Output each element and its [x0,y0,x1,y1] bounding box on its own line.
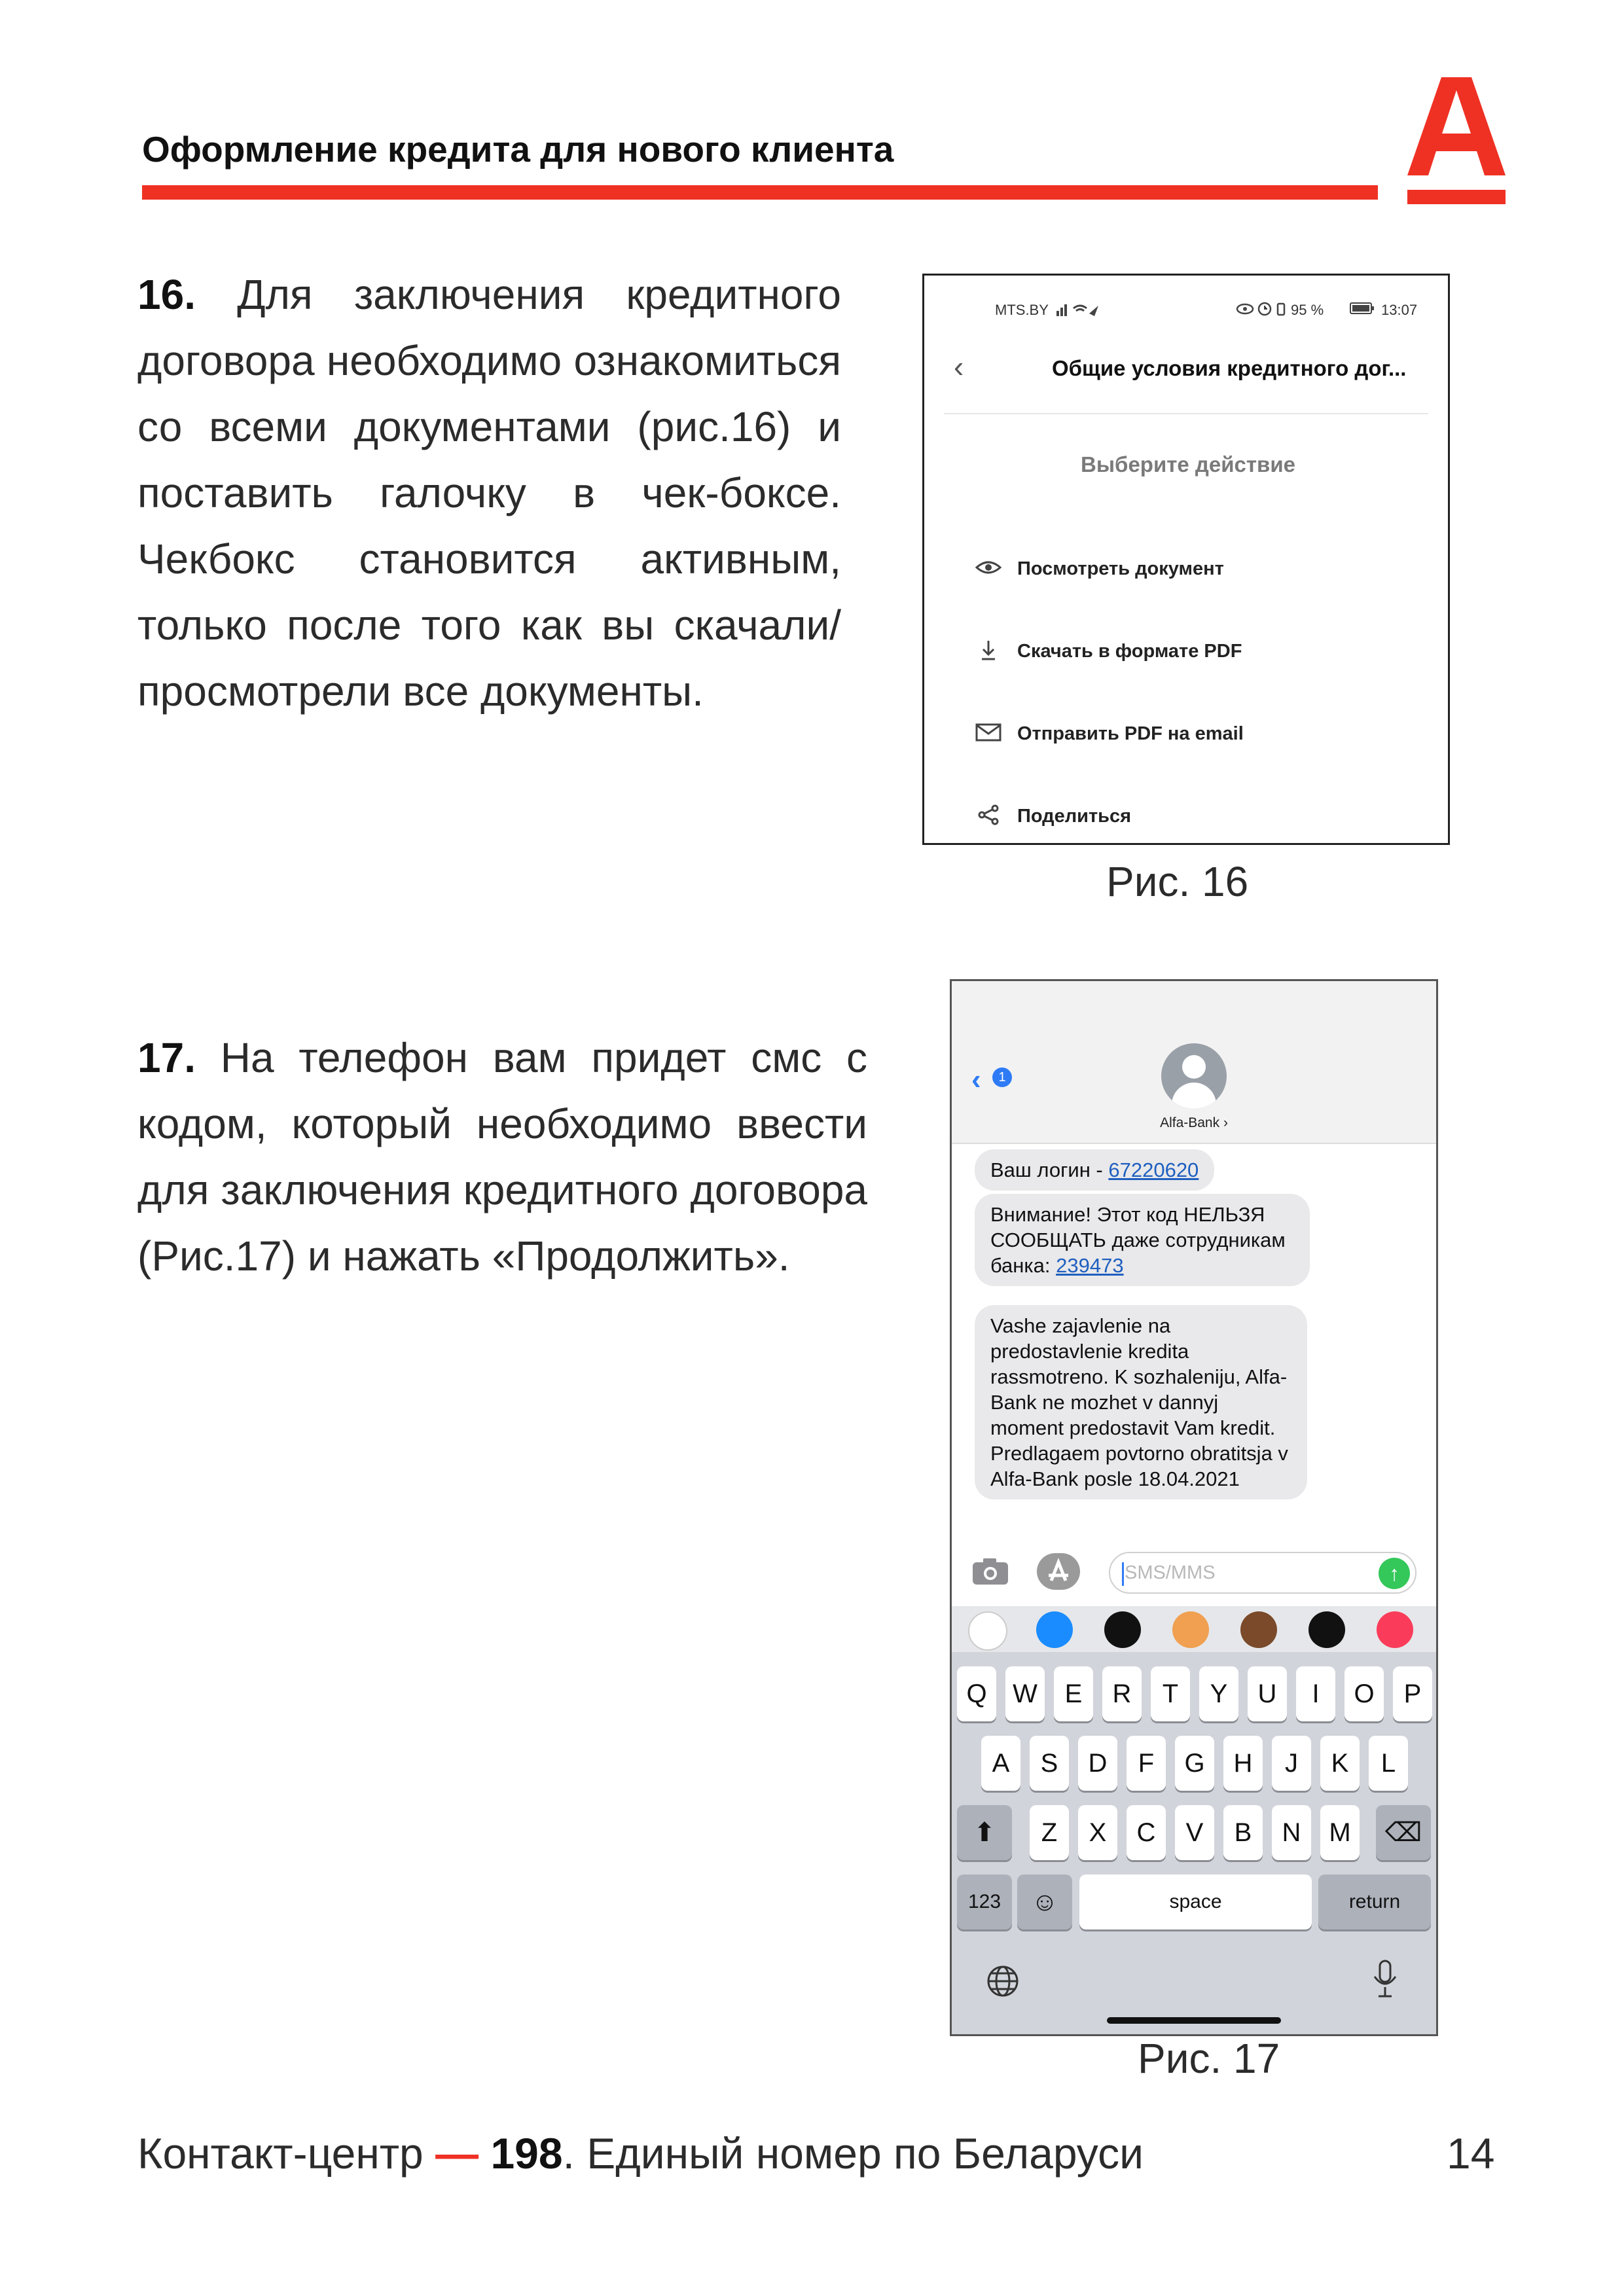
back-chevron-icon[interactable]: ‹ [971,1064,981,1096]
key-s[interactable]: S [1030,1736,1069,1791]
key-x[interactable]: X [1078,1805,1117,1860]
divider [944,413,1428,414]
memoji-app-icon[interactable] [1172,1611,1209,1648]
alfa-bank-logo [1407,77,1506,205]
message-login-text: Ваш логин - [990,1158,1109,1181]
sms-input[interactable] [1109,1552,1416,1594]
keyboard [952,1606,1436,2036]
return-key[interactable]: return [1318,1874,1431,1929]
screenshot-sms-messages [950,979,1438,2036]
document-title: Оформление кредита для нового клиента [142,129,894,170]
activity-app-icon[interactable] [1104,1611,1141,1648]
step-16-number: 16. [137,271,196,318]
action-download-pdf[interactable]: Скачать в формате PDF [1017,641,1242,662]
eye-icon [975,557,1001,578]
contact-center-number: 198 [478,2129,563,2178]
share-icon [975,804,1001,825]
microphone-icon[interactable] [1371,1958,1399,2000]
battery-icon [1350,302,1376,316]
action-view-document[interactable]: Посмотреть документ [1017,558,1224,579]
figure-16-caption: Рис. 16 [1106,858,1249,905]
message-login [975,1149,1214,1191]
key-j[interactable]: J [1272,1736,1311,1791]
music-app-icon[interactable] [1377,1611,1413,1648]
header-divider [142,185,1378,200]
status-carrier: MTS.BY [995,302,1049,318]
step-16-text [137,262,841,725]
key-c[interactable]: C [1127,1805,1166,1860]
imessage-app-row [952,1606,1436,1652]
choose-action-label: Выберите действие [1081,452,1295,476]
key-h[interactable]: H [1223,1736,1263,1791]
globe-icon[interactable] [984,1963,1021,2000]
key-t[interactable]: T [1151,1666,1190,1721]
home-indicator [1107,2017,1281,2024]
text-cursor [1122,1562,1124,1586]
message-code-warning [975,1194,1310,1286]
key-g[interactable]: G [1175,1736,1214,1791]
key-n[interactable]: N [1272,1805,1311,1860]
footer-prefix: Контакт-центр [137,2129,436,2178]
key-y[interactable]: Y [1199,1666,1238,1721]
signal-wifi-icon [1055,300,1101,317]
key-p[interactable]: P [1393,1666,1432,1721]
key-k[interactable]: K [1320,1736,1360,1791]
login-code-link[interactable]: 67220620 [1108,1158,1199,1181]
key-v[interactable]: V [1175,1805,1214,1860]
key-l[interactable]: L [1369,1736,1408,1791]
action-send-pdf-email[interactable]: Отправить PDF на email [1017,723,1244,744]
camera-icon[interactable] [971,1557,1009,1586]
key-i[interactable]: I [1296,1666,1335,1721]
contact-avatar [1161,1043,1227,1109]
sms-input-placeholder: SMS/MMS [1125,1562,1216,1583]
photos-app-icon[interactable] [968,1611,1007,1651]
footer-suffix: . Единый номер по Беларуси [562,2129,1144,2178]
action-share[interactable]: Поделиться [1017,806,1132,827]
figure-17-caption: Рис. 17 [1138,2035,1280,2082]
key-m[interactable]: M [1320,1805,1360,1860]
key-e[interactable]: E [1054,1666,1093,1721]
message-warning-text: Внимание! Этот код НЕЛЬЗЯ СООБЩАТЬ даже сотрудникам банка: [990,1203,1286,1277]
back-icon[interactable]: ‹ [954,350,964,384]
step-16-body: Для заключения кредитного договора необходимо ознакомиться со всеми документами (рис.16) и поставить галочку в чек-боксе. Чекбокс становится активным, только после того как вы скачали/просмотрели все документы. [137,271,841,715]
appstore-app-icon[interactable] [1036,1611,1073,1648]
animoji-app-icon[interactable] [1240,1611,1277,1648]
unread-badge: 1 [992,1067,1012,1087]
backspace-key-icon[interactable]: ⌫ [1376,1805,1431,1860]
mail-icon [975,722,1001,743]
screen-title: Общие условия кредитного дог... [1052,356,1407,380]
footer-dash: — [435,2129,479,2178]
key-z[interactable]: Z [1030,1805,1069,1860]
step-17-number: 17. [137,1034,196,1081]
space-key[interactable]: space [1079,1874,1312,1929]
shift-key-icon[interactable]: ⬆ [957,1805,1012,1860]
compose-bar [952,1551,1436,1596]
step-17-body: На телефон вам придет смс с кодом, который необходимо ввести для заключения кредитного договора (Рис.17) и нажать «Продолжить». [137,1034,868,1280]
app-store-icon[interactable] [1037,1553,1080,1590]
page-number: 14 [1447,2129,1495,2178]
key-o[interactable]: O [1344,1666,1384,1721]
messages-header [952,981,1436,1144]
key-q[interactable]: Q [957,1666,996,1721]
key-f[interactable]: F [1127,1736,1166,1791]
footer-contact [137,2128,1144,2178]
battery-percent: 95 % [1291,302,1324,318]
key-r[interactable]: R [1102,1666,1142,1721]
key-u[interactable]: U [1248,1666,1287,1721]
contact-name[interactable]: Alfa-Bank › [1160,1115,1228,1130]
numbers-key[interactable]: 123 [957,1874,1012,1929]
key-a[interactable]: A [981,1736,1020,1791]
screenshot-document-actions [922,274,1450,845]
send-arrow-icon[interactable]: ↑ [1379,1558,1410,1589]
emoji-key-icon[interactable]: ☺ [1017,1874,1072,1929]
key-b[interactable]: B [1223,1805,1263,1860]
message-application-result: Vashe zajavlenie na predostavlenie kredita rassmotreno. K sozhaleniju, Alfa-Bank ne mozhet v dannyj moment predostavit Vam kredit. Predlagaem povtorno obratitsja v Alfa-Bank posle 18.04.2021 [975,1305,1307,1499]
step-17-text [137,1025,867,1289]
sms-code-link[interactable]: 239473 [1056,1254,1124,1277]
digital-touch-icon[interactable] [1308,1611,1345,1648]
key-d[interactable]: D [1078,1736,1117,1791]
download-icon [975,639,1001,660]
key-w[interactable]: W [1005,1666,1045,1721]
status-time: 13:07 [1381,302,1418,318]
